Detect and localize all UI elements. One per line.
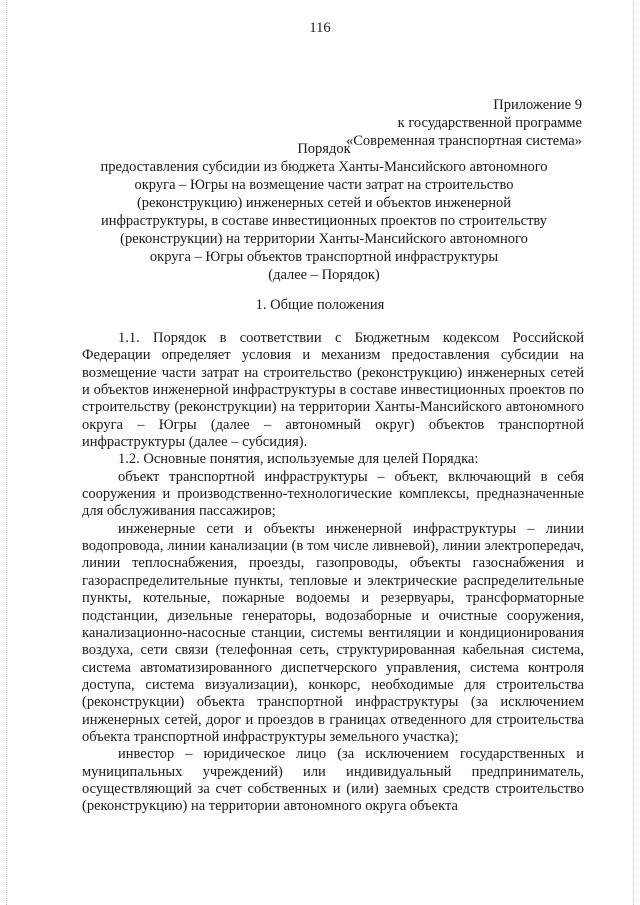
appendix-line-2: к государственной программе xyxy=(397,115,582,131)
title-heading: Порядок xyxy=(297,141,351,157)
scan-edge-right xyxy=(633,0,636,905)
paragraph-definition-engineering-networks: инженерные сети и объекты инженерной инфраструктуры – линии водопровода, линии канализации (в том числе ливневой), линии электропередач, линии теплоснабжения, проезды, газопроводы, объекты газоснабжения и газораспределительные пункты, тепловые и электрические распределительные пункты, котельные, пожарные водоемы и резервуары, трансформаторные подстанции, дизельные генераторы, водозаборные и очистные сооружения, канализационно-насосные станции, системы вентиляции и кондиционирования воздуха, сети связи (телефонная сеть, структурированная кабельная система, система автоматизированного диспетчерского управления, система контроля доступа, система визуализации), конкорс, необходимые для строительства (реконструкции) объекта транспортной инфраструктуры (за исключением инженерных сетей, дорог и проездов в границах отведенного для строительства объекта транспортной инфраструктуры земельного участка); xyxy=(82,520,584,745)
paragraph-definition-transport-object: объект транспортной инфраструктуры – объект, включающий в себя сооружения и производственно-технологические комплексы, предназначенные для обслуживания пассажиров; xyxy=(82,468,584,520)
document-title xyxy=(60,140,588,284)
title-line-2: округа – Югры на возмещение части затрат на строительство xyxy=(134,177,514,193)
appendix-line-1: Приложение 9 xyxy=(493,97,582,113)
paragraph-definition-investor: инвестор – юридическое лицо (за исключением государственных и муниципальных учреждений) или индивидуальный предприниматель, осуществляющий за счет собственных и (или) заемных средств строительство (реконструкцию) на территории автономного округа объекта xyxy=(82,746,584,815)
page-number: 116 xyxy=(309,20,331,36)
title-line-4: инфраструктуры, в составе инвестиционных проектов по строительству xyxy=(100,213,548,229)
title-line-1: предоставления субсидии из бюджета Ханты-Мансийского автономного xyxy=(100,159,548,175)
scan-edge-left xyxy=(6,0,9,905)
paragraph-1-2: 1.2. Основные понятия, используемые для целей Порядка: xyxy=(118,451,479,468)
paragraph-1-1: 1.1. Порядок в соответствии с Бюджетным кодексом Российской Федерации определяет условия и механизм предоставления субсидии на возмещение части затрат на строительство (реконструкцию) инженерных сетей и объектов инженерной инфраструктуры в составе инвестиционных проектов по строительству (реконструкции) на территории Ханты-Мансийского автономного округа – Югры (далее – автономный округ) объектов транспортной инфраструктуры (далее – субсидия). xyxy=(82,330,584,451)
section-heading: 1. Общие положения xyxy=(255,297,385,313)
document-body xyxy=(82,330,584,816)
title-line-6: округа – Югры объектов транспортной инфраструктуры xyxy=(149,249,499,265)
title-line-7: (далее – Порядок) xyxy=(268,267,380,283)
title-line-5: (реконструкции) на территории Ханты-Мансийского автономного xyxy=(120,231,528,247)
appendix-line-3: «Современная транспортная система» xyxy=(345,133,582,149)
title-line-3: (реконструкцию) инженерных сетей и объектов инженерной xyxy=(136,195,512,211)
